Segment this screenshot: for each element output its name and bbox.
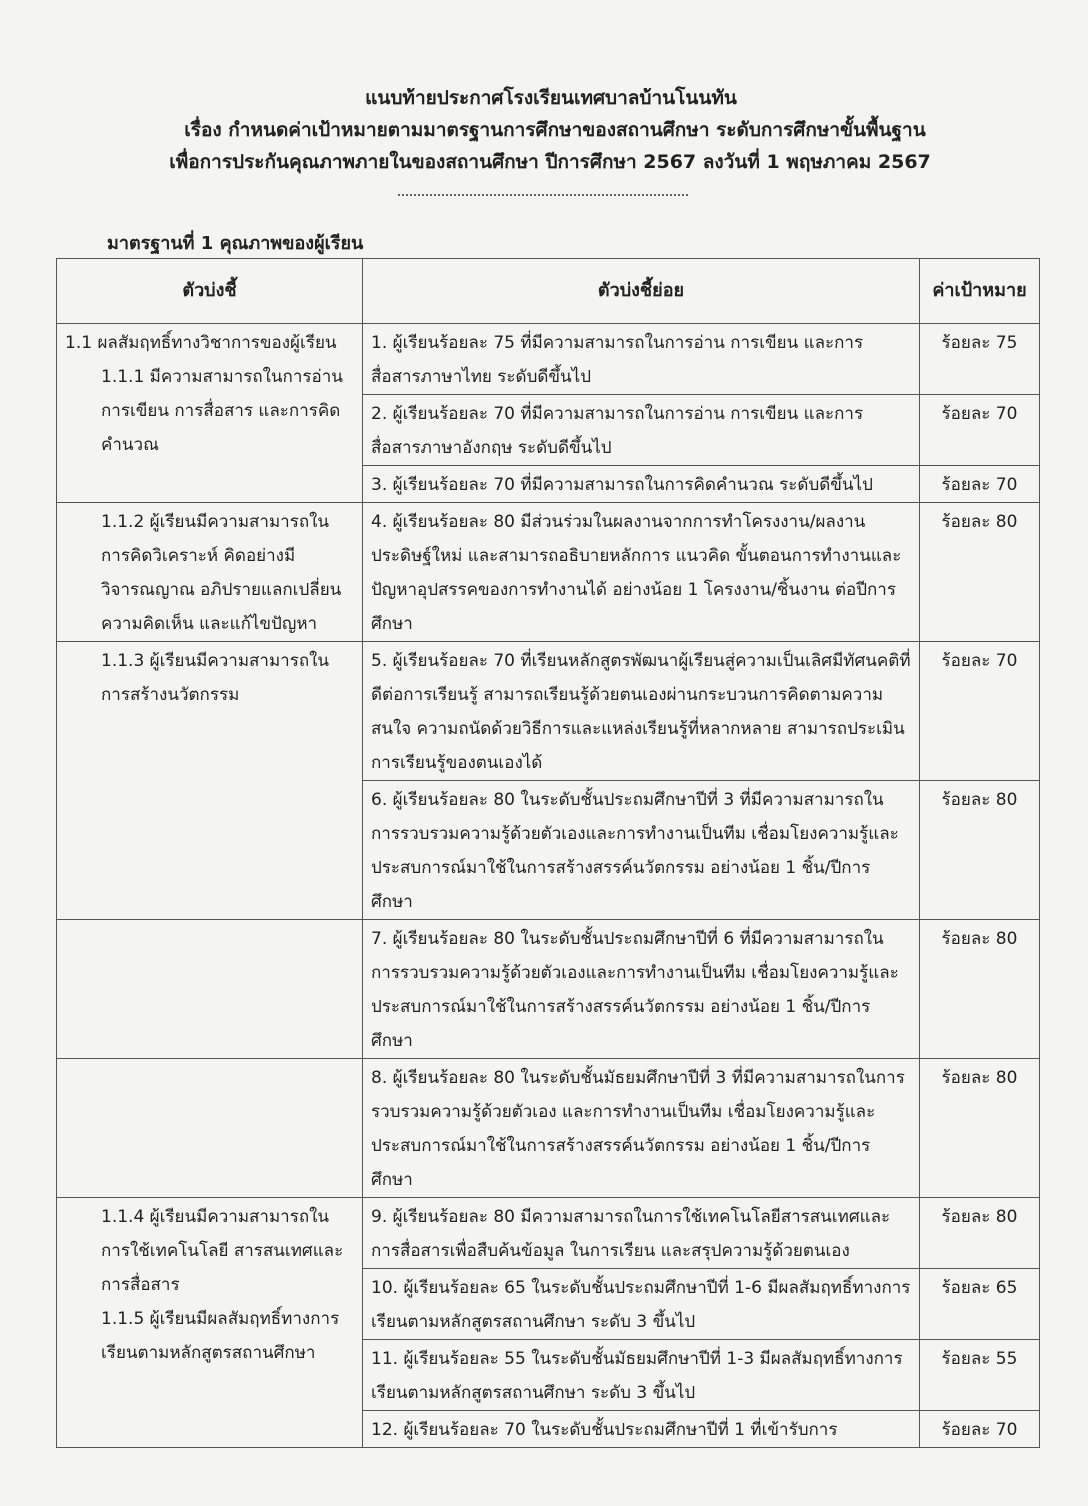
- standard-title: มาตรฐานที่ 1 คุณภาพของผู้เรียน: [107, 233, 364, 254]
- table-row: [57, 503, 1040, 642]
- target-cell: ร้อยละ 55: [920, 1340, 1040, 1411]
- target-cell: ร้อยละ 80: [920, 781, 1040, 920]
- target-cell: ร้อยละ 70: [920, 466, 1040, 503]
- target-cell: ร้อยละ 80: [920, 920, 1040, 1059]
- target-table: [56, 258, 1040, 1448]
- column-header-indicator: ตัวบ่งชี้: [57, 259, 363, 324]
- column-header-target: ค่าเป้าหมาย: [920, 259, 1040, 324]
- sub-indicator-cell: 5. ผู้เรียนร้อยละ 70 ที่เรียนหลักสูตรพัฒนาผู้เรียนสู่ความเป็นเลิศมีทัศนคติที่ดีต่อการเรียนรู้ สามารถเรียนรู้ด้วยตนเองผ่านกระบวนการคิดตามความสนใจ ความถนัดด้วยวิธีการและแหล่งเรียนรู้ที่หลากหลาย สามารถประเมินการเรียนรู้ของตนเองได้: [363, 642, 920, 781]
- indicator-1-1-4: 1.1.4 ผู้เรียนมีความสามารถในการใช้เทคโนโลยี สารสนเทศและการสื่อสาร: [101, 1207, 344, 1295]
- indicator-cell: [57, 503, 363, 642]
- sub-indicator-cell: 7. ผู้เรียนร้อยละ 80 ในระดับชั้นประถมศึกษาปีที่ 6 ที่มีความสามารถในการรวบรวมความรู้ด้วยตัวเองและการทำงานเป็นทีม เชื่อมโยงความรู้และประสบการณ์มาใช้ในการสร้างสรรค์นวัตกรรม อย่างน้อย 1 ชิ้น/ปีการศึกษา: [363, 920, 920, 1059]
- indicator-1-1: 1.1 ผลสัมฤทธิ์ทางวิชาการของผู้เรียน: [65, 333, 337, 353]
- target-cell: ร้อยละ 75: [920, 324, 1040, 395]
- table-row: [57, 642, 1040, 781]
- sub-indicator-cell: 1. ผู้เรียนร้อยละ 75 ที่มีความสามารถในการอ่าน การเขียน และการสื่อสารภาษาไทย ระดับดีขึ้นไป: [363, 324, 920, 395]
- announcement-header: [0, 82, 1088, 178]
- sub-indicator-cell: 11. ผู้เรียนร้อยละ 55 ในระดับชั้นมัธยมศึกษาปีที่ 1-3 มีผลสัมฤทธิ์ทางการเรียนตามหลักสูตรสถานศึกษา ระดับ 3 ขึ้นไป: [363, 1340, 920, 1411]
- target-cell: ร้อยละ 70: [920, 642, 1040, 781]
- sub-indicator-cell: 3. ผู้เรียนร้อยละ 70 ที่มีความสามารถในการคิดคำนวณ ระดับดีขึ้นไป: [363, 466, 920, 503]
- target-cell: ร้อยละ 65: [920, 1269, 1040, 1340]
- indicator-1-1-3: 1.1.3 ผู้เรียนมีความสามารถในการสร้างนวัตกรรม: [101, 651, 330, 705]
- indicator-cell: [57, 324, 363, 503]
- header-line-3: เพื่อการประกันคุณภาพภายในของสถานศึกษา ปีการศึกษา 2567 ลงวันที่ 1 พฤษภาคม 2567: [169, 151, 931, 173]
- target-cell: ร้อยละ 80: [920, 1198, 1040, 1269]
- column-header-sub-indicator: ตัวบ่งชี้ย่อย: [363, 259, 920, 324]
- header-line-1: แนบท้ายประกาศโรงเรียนเทศบาลบ้านโนนทัน: [365, 87, 737, 109]
- sub-indicator-cell: 8. ผู้เรียนร้อยละ 80 ในระดับชั้นมัธยมศึกษาปีที่ 3 ที่มีความสามารถในการรวบรวมความรู้ด้วยตัวเอง และการทำงานเป็นทีม เชื่อมโยงความรู้และประสบการณ์มาใช้ในการสร้างสรรค์นวัตกรรม อย่างน้อย 1 ชิ้น/ปีการศึกษา: [363, 1059, 920, 1198]
- sub-indicator-cell: 10. ผู้เรียนร้อยละ 65 ในระดับชั้นประถมศึกษาปีที่ 1-6 มีผลสัมฤทธิ์ทางการเรียนตามหลักสูตรสถานศึกษา ระดับ 3 ขึ้นไป: [363, 1269, 920, 1340]
- indicator-1-1-2: 1.1.2 ผู้เรียนมีความสามารถในการคิดวิเคราะห์ คิดอย่างมีวิจารณญาณ อภิปรายแลกเปลี่ยนความคิดเห็น และแก้ไขปัญหา: [101, 512, 342, 634]
- indicator-1-1-1: 1.1.1 มีความสามารถในการอ่าน การเขียน การสื่อสาร และการคิดคำนวณ: [101, 367, 343, 455]
- table-row: [57, 1059, 1040, 1198]
- indicator-cell-empty: [57, 920, 363, 1059]
- table-row: [57, 1198, 1040, 1269]
- target-cell: ร้อยละ 70: [920, 1411, 1040, 1448]
- indicator-1-1-5: 1.1.5 ผู้เรียนมีผลสัมฤทธิ์ทางการเรียนตามหลักสูตรสถานศึกษา: [101, 1309, 340, 1363]
- table-header-row: [57, 259, 1040, 324]
- table-row: [57, 920, 1040, 1059]
- table-row: [57, 324, 1040, 395]
- sub-indicator-cell: 12. ผู้เรียนร้อยละ 70 ในระดับชั้นประถมศึกษาปีที่ 1 ที่เข้ารับการ: [363, 1411, 920, 1448]
- indicator-cell: [57, 642, 363, 920]
- sub-indicator-cell: 4. ผู้เรียนร้อยละ 80 มีส่วนร่วมในผลงานจากการทำโครงงาน/ผลงานประดิษฐ์ใหม่ และสามารถอธิบายหลักการ แนวคิด ขั้นตอนการทำงานและปัญหาอุปสรรคของการทำงานได้ อย่างน้อย 1 โครงงาน/ชิ้นงาน ต่อปีการศึกษา: [363, 503, 920, 642]
- header-line-2: เรื่อง กำหนดค่าเป้าหมายตามมาตรฐานการศึกษาของสถานศึกษา ระดับการศึกษาขั้นพื้นฐาน: [184, 119, 926, 141]
- target-cell: ร้อยละ 80: [920, 1059, 1040, 1198]
- sub-indicator-cell: 6. ผู้เรียนร้อยละ 80 ในระดับชั้นประถมศึกษาปีที่ 3 ที่มีความสามารถในการรวบรวมความรู้ด้วยตัวเองและการทำงานเป็นทีม เชื่อมโยงความรู้และประสบการณ์มาใช้ในการสร้างสรรค์นวัตกรรม อย่างน้อย 1 ชิ้น/ปีการศึกษา: [363, 781, 920, 920]
- target-cell: ร้อยละ 80: [920, 503, 1040, 642]
- indicator-cell: [57, 1198, 363, 1448]
- sub-indicator-cell: 2. ผู้เรียนร้อยละ 70 ที่มีความสามารถในการอ่าน การเขียน และการสื่อสารภาษาอังกฤษ ระดับดีขึ้นไป: [363, 395, 920, 466]
- dotted-separator: [398, 194, 688, 196]
- target-cell: ร้อยละ 70: [920, 395, 1040, 466]
- sub-indicator-cell: 9. ผู้เรียนร้อยละ 80 มีความสามารถในการใช้เทคโนโลยีสารสนเทศและการสื่อสารเพื่อสืบค้นข้อมูล ในการเรียน และสรุปความรู้ด้วยตนเอง: [363, 1198, 920, 1269]
- indicator-cell-empty: [57, 1059, 363, 1198]
